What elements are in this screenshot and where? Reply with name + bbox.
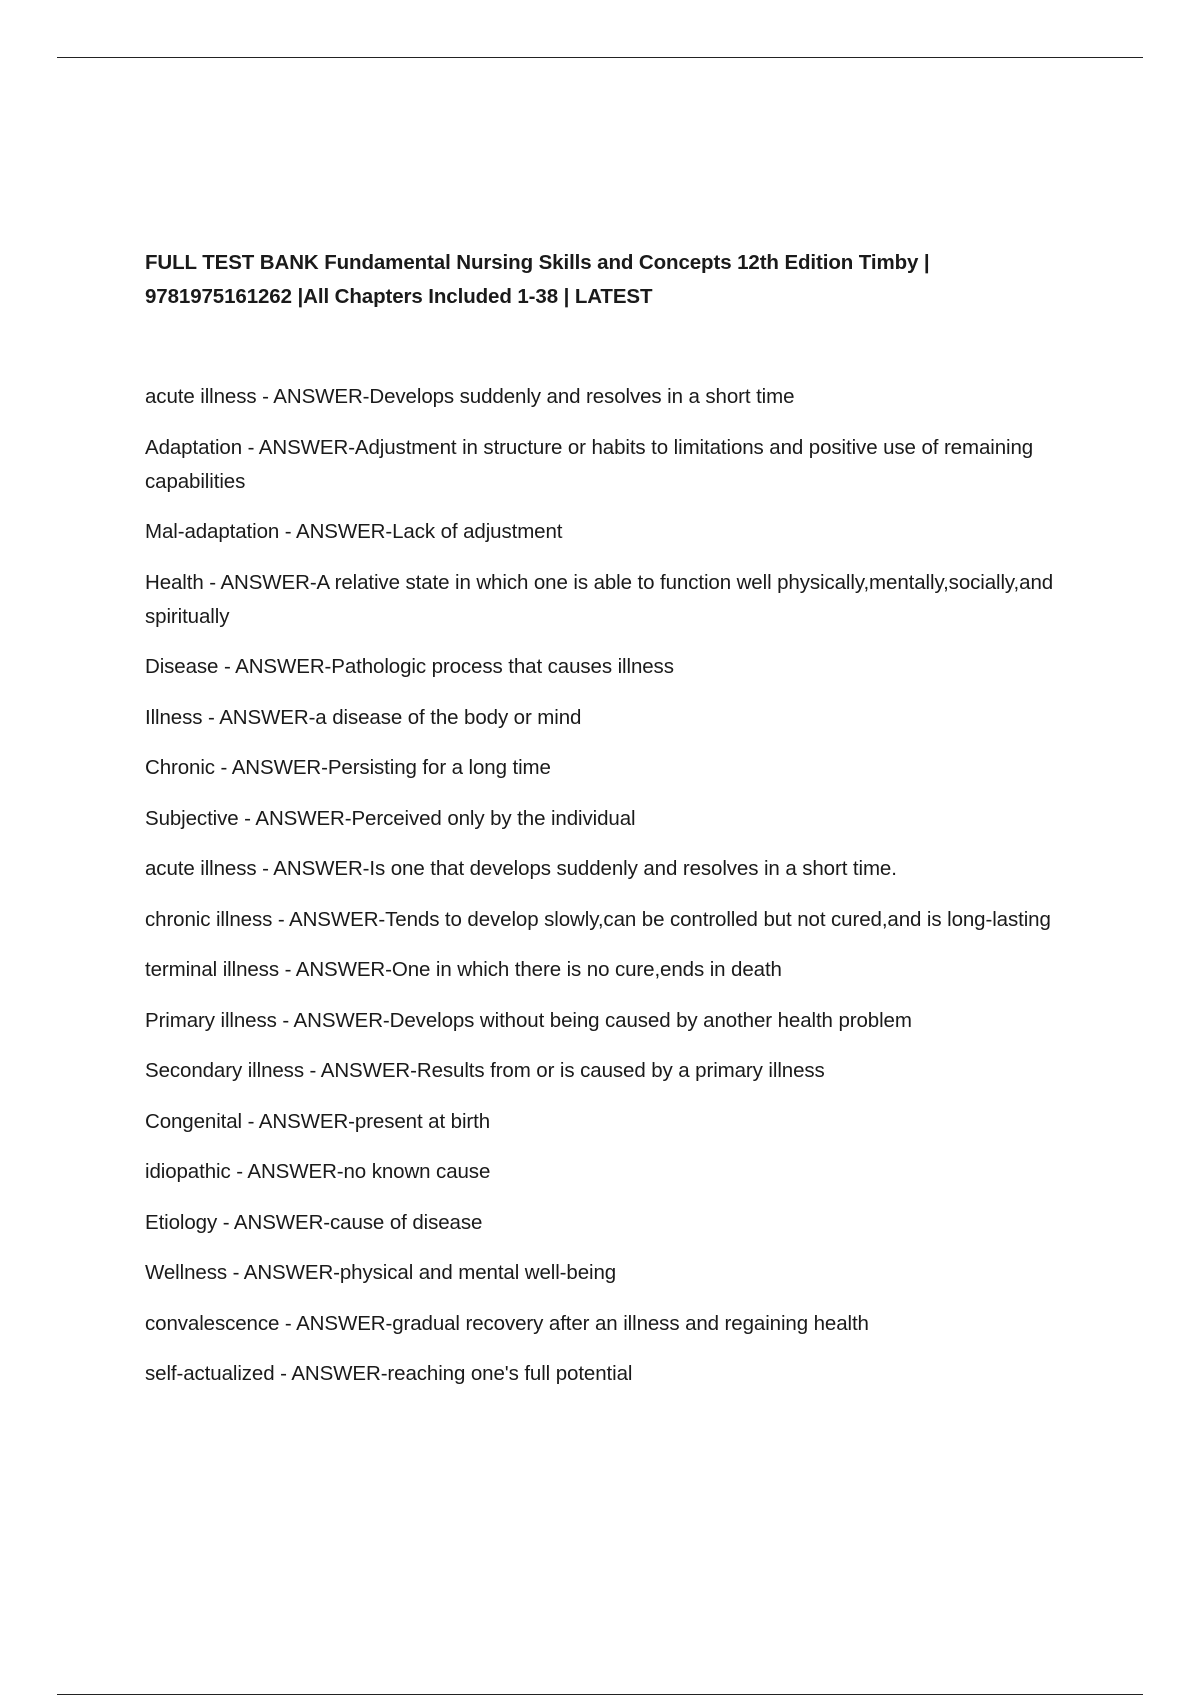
flashcard-entry: Congenital - ANSWER-present at birth (145, 1109, 491, 1133)
flashcard-entry: Health - ANSWER-A relative state in which one is able to function well physically,mentally,socially,and spiritually (145, 570, 1054, 628)
flashcard-entry: chronic illness - ANSWER-Tends to develop slowly,can be controlled but not cured,and is long-lasting (145, 907, 1051, 931)
flashcard-entry: convalescence - ANSWER-gradual recovery after an illness and regaining health (145, 1311, 869, 1335)
flashcard-entry: Disease - ANSWER-Pathologic process that causes illness (145, 655, 674, 678)
flashcard-entry: Adaptation - ANSWER-Adjustment in structure or habits to limitations and positive use of remaining capabilities (145, 435, 1034, 493)
flashcard-entry: self-actualized - ANSWER-reaching one's full potential (145, 1362, 633, 1385)
flashcard-entry: Subjective - ANSWER-Perceived only by the individual (145, 806, 636, 830)
flashcard-entry: Chronic - ANSWER-Persisting for a long time (145, 756, 551, 779)
flashcard-entry: Mal-adaptation - ANSWER-Lack of adjustment (145, 520, 563, 543)
flashcard-list (145, 380, 1075, 1408)
flashcard-entry: Secondary illness - ANSWER-Results from or is caused by a primary illness (145, 1059, 825, 1082)
flashcard-entry: acute illness - ANSWER-Develops suddenly and resolves in a short time (145, 385, 795, 408)
flashcard-entry: terminal illness - ANSWER-One in which there is no cure,ends in death (145, 958, 782, 981)
flashcard-entry: acute illness - ANSWER-Is one that develops suddenly and resolves in a short time. (145, 857, 897, 880)
document-title: FULL TEST BANK Fundamental Nursing Skills and Concepts 12th Edition Timby | 9781975161262 |All Chapters Included 1-38 | LATEST (145, 251, 930, 308)
flashcard-entry: idiopathic - ANSWER-no known cause (145, 1160, 491, 1183)
flashcard-entry: Primary illness - ANSWER-Develops without being caused by another health problem (145, 1008, 912, 1032)
header-rule (57, 57, 1143, 58)
flashcard-entry: Wellness - ANSWER-physical and mental well-being (145, 1261, 617, 1284)
flashcard-entry: Illness - ANSWER-a disease of the body or mind (145, 705, 582, 729)
footer-rule (57, 1694, 1143, 1695)
flashcard-entry: Etiology - ANSWER-cause of disease (145, 1210, 483, 1234)
